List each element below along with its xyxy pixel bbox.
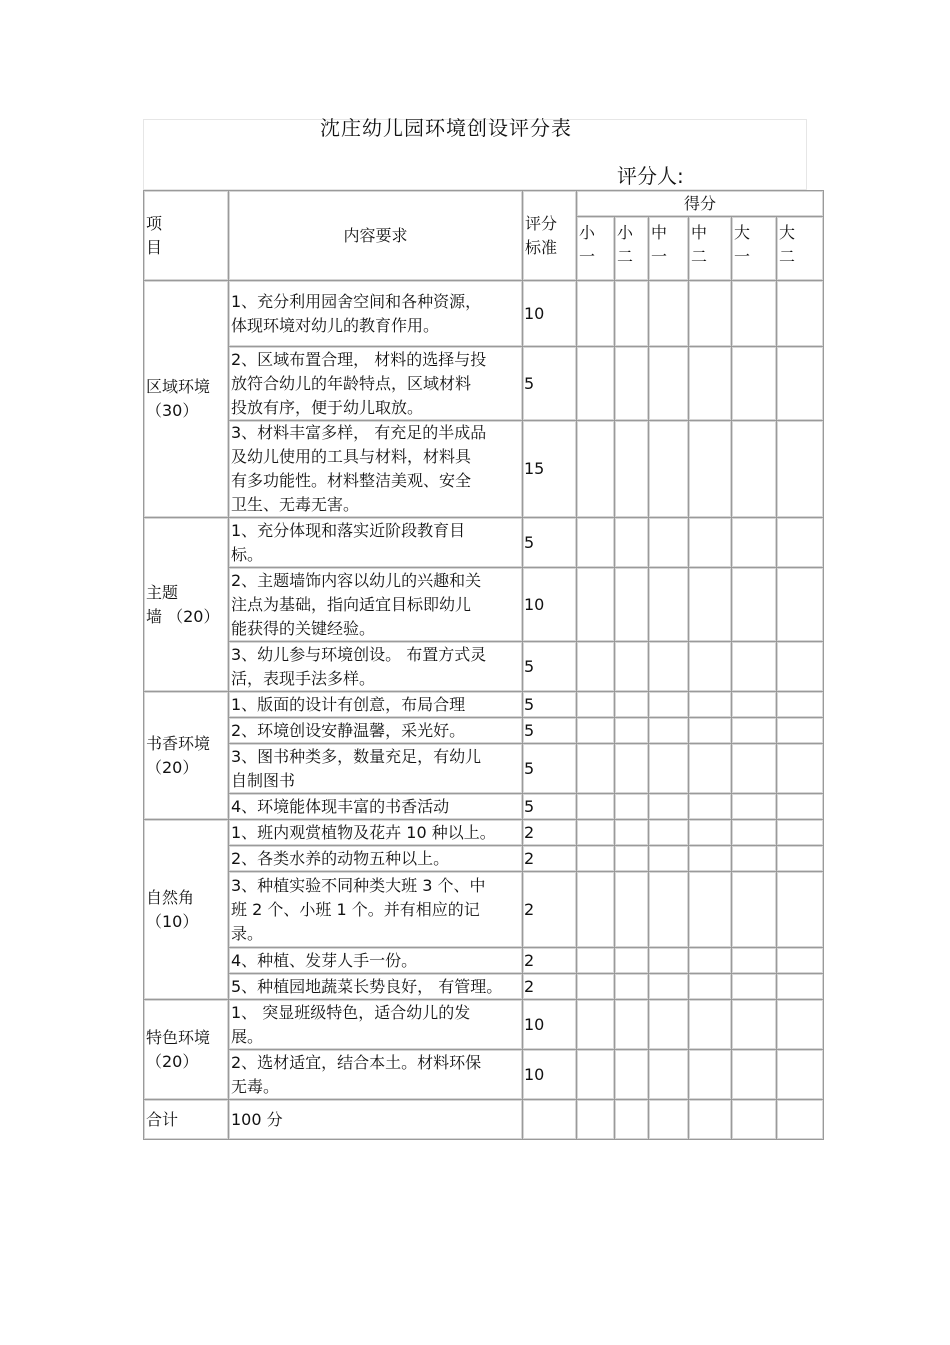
score-standard: 5 — [523, 347, 577, 421]
document-title: 沈庄幼儿园环境创设评分表 — [320, 116, 572, 140]
score-standard: 5 — [523, 642, 577, 692]
score-cell[interactable] — [732, 744, 777, 794]
score-cell[interactable] — [649, 718, 689, 744]
score-cell[interactable] — [732, 568, 777, 642]
score-cell[interactable] — [777, 347, 824, 421]
total-row — [144, 1100, 824, 1140]
score-cell[interactable] — [777, 568, 824, 642]
requirement-text: 1、 突显班级特色，适合幼儿的发 展。 — [229, 1000, 523, 1050]
requirement-text: 4、环境能体现丰富的书香活动 — [229, 794, 523, 820]
score-cell[interactable] — [615, 872, 649, 948]
section-name: 区域环境 （30） — [144, 281, 229, 518]
score-cell[interactable] — [649, 1050, 689, 1100]
score-cell[interactable] — [577, 1100, 615, 1140]
score-cell[interactable] — [615, 421, 649, 518]
total-standard-cell — [523, 1100, 577, 1140]
score-cell[interactable] — [649, 281, 689, 347]
score-standard: 10 — [523, 281, 577, 347]
total-label: 合计 — [144, 1100, 229, 1140]
score-cell[interactable] — [777, 872, 824, 948]
score-cell[interactable] — [732, 846, 777, 872]
score-cell[interactable] — [689, 1000, 732, 1050]
score-cell[interactable] — [615, 974, 649, 1000]
score-cell[interactable] — [732, 794, 777, 820]
score-cell[interactable] — [689, 1100, 732, 1140]
score-standard: 2 — [523, 974, 577, 1000]
score-cell[interactable] — [732, 948, 777, 974]
score-cell[interactable] — [615, 948, 649, 974]
score-cell[interactable] — [777, 846, 824, 872]
score-cell[interactable] — [689, 820, 732, 846]
score-cell[interactable] — [615, 281, 649, 347]
score-cell[interactable] — [777, 718, 824, 744]
total-value: 100 分 — [229, 1100, 523, 1140]
score-cell[interactable] — [689, 692, 732, 718]
score-standard: 5 — [523, 744, 577, 794]
requirement-text: 1、班内观赏植物及花卉 10 种以上。 — [229, 820, 523, 846]
score-cell[interactable] — [689, 281, 732, 347]
score-cell[interactable] — [689, 794, 732, 820]
table-row — [144, 642, 824, 692]
score-cell[interactable] — [732, 872, 777, 948]
score-cell[interactable] — [615, 820, 649, 846]
header-class: 中 二 — [689, 217, 732, 281]
requirement-text: 2、各类水养的动物五种以上。 — [229, 846, 523, 872]
score-cell[interactable] — [577, 974, 615, 1000]
requirement-text: 4、种植、发芽人手一份。 — [229, 948, 523, 974]
score-cell[interactable] — [732, 518, 777, 568]
score-standard: 10 — [523, 1050, 577, 1100]
score-standard: 2 — [523, 872, 577, 948]
score-standard: 10 — [523, 1000, 577, 1050]
score-standard: 5 — [523, 718, 577, 744]
score-cell[interactable] — [577, 744, 615, 794]
score-cell[interactable] — [777, 820, 824, 846]
score-cell[interactable] — [777, 692, 824, 718]
section-name: 特色环境 （20） — [144, 1000, 229, 1100]
score-cell[interactable] — [615, 1000, 649, 1050]
score-cell[interactable] — [732, 642, 777, 692]
header-score: 得分 — [577, 191, 824, 217]
score-cell[interactable] — [577, 718, 615, 744]
score-cell[interactable] — [777, 518, 824, 568]
scorer-label: 评分人: — [617, 164, 684, 188]
requirement-text: 3、图书种类多，数量充足，有幼儿 自制图书 — [229, 744, 523, 794]
score-cell[interactable] — [615, 846, 649, 872]
table-row — [144, 1000, 824, 1050]
requirement-text: 1、版面的设计有创意，布局合理 — [229, 692, 523, 718]
table-row — [144, 518, 824, 568]
header-content: 内容要求 — [229, 191, 523, 281]
score-cell[interactable] — [777, 1100, 824, 1140]
score-standard: 2 — [523, 820, 577, 846]
requirement-text: 2、区域布置合理， 材料的选择与投 放符合幼儿的年龄特点，区域材料 投放有序，便于幼儿取放。 — [229, 347, 523, 421]
requirement-text: 2、主题墙饰内容以幼儿的兴趣和关 注点为基础，指向适宜目标即幼儿 能获得的关键经验。 — [229, 568, 523, 642]
requirement-text: 1、充分利用园舍空间和各种资源， 体现环境对幼儿的教育作用。 — [229, 281, 523, 347]
score-cell[interactable] — [649, 846, 689, 872]
section-name: 书香环境 （20） — [144, 692, 229, 820]
score-cell[interactable] — [689, 974, 732, 1000]
score-cell[interactable] — [732, 974, 777, 1000]
score-standard: 2 — [523, 948, 577, 974]
score-cell[interactable] — [732, 1050, 777, 1100]
score-standard: 2 — [523, 846, 577, 872]
requirement-text: 3、种植实验不同种类大班 3 个、中 班 2 个、小班 1 个。并有相应的记 录。 — [229, 872, 523, 948]
score-cell[interactable] — [777, 974, 824, 1000]
score-cell[interactable] — [615, 794, 649, 820]
score-cell[interactable] — [689, 948, 732, 974]
score-standard: 5 — [523, 518, 577, 568]
score-cell[interactable] — [649, 1100, 689, 1140]
score-cell[interactable] — [615, 718, 649, 744]
header-project: 项 目 — [144, 191, 229, 281]
requirement-text: 2、环境创设安静温馨，采光好。 — [229, 718, 523, 744]
score-cell[interactable] — [777, 948, 824, 974]
score-table — [143, 190, 824, 1140]
score-standard: 5 — [523, 794, 577, 820]
score-cell[interactable] — [732, 281, 777, 347]
table-row — [144, 692, 824, 718]
score-cell[interactable] — [649, 1000, 689, 1050]
header-standard: 评分 标准 — [523, 191, 577, 281]
score-cell[interactable] — [615, 1100, 649, 1140]
table-row — [144, 347, 824, 421]
section-name: 主题 墙 （20） — [144, 518, 229, 692]
score-cell[interactable] — [615, 642, 649, 692]
requirement-text: 3、材料丰富多样， 有充足的半成品 及幼儿使用的工具与材料，材料具 有多功能性。材料整洁美观、安全 卫生、无毒无害。 — [229, 421, 523, 518]
score-cell[interactable] — [615, 692, 649, 718]
score-cell[interactable] — [777, 794, 824, 820]
score-cell[interactable] — [577, 1000, 615, 1050]
requirement-text: 3、幼儿参与环境创设。 布置方式灵 活，表现手法多样。 — [229, 642, 523, 692]
table-row — [144, 281, 824, 347]
score-cell[interactable] — [615, 347, 649, 421]
score-cell[interactable] — [777, 1050, 824, 1100]
score-cell[interactable] — [689, 744, 732, 794]
score-cell[interactable] — [649, 642, 689, 692]
score-cell[interactable] — [649, 347, 689, 421]
score-cell[interactable] — [732, 1000, 777, 1050]
score-cell[interactable] — [689, 846, 732, 872]
score-cell[interactable] — [732, 421, 777, 518]
score-cell[interactable] — [649, 872, 689, 948]
score-cell[interactable] — [732, 718, 777, 744]
score-cell[interactable] — [577, 347, 615, 421]
score-cell[interactable] — [577, 948, 615, 974]
table-row — [144, 872, 824, 948]
score-cell[interactable] — [689, 642, 732, 692]
table-row — [144, 568, 824, 642]
score-standard: 5 — [523, 692, 577, 718]
table-row — [144, 1050, 824, 1100]
table-row — [144, 846, 824, 872]
score-cell[interactable] — [649, 692, 689, 718]
score-cell[interactable] — [649, 820, 689, 846]
score-standard: 15 — [523, 421, 577, 518]
score-cell[interactable] — [777, 281, 824, 347]
score-cell[interactable] — [577, 692, 615, 718]
header-class: 小 二 — [615, 217, 649, 281]
score-cell[interactable] — [732, 347, 777, 421]
table-row — [144, 948, 824, 974]
table-row — [144, 820, 824, 846]
score-cell[interactable] — [689, 718, 732, 744]
table-row — [144, 974, 824, 1000]
score-cell[interactable] — [615, 1050, 649, 1100]
score-cell[interactable] — [577, 872, 615, 948]
score-cell[interactable] — [689, 872, 732, 948]
score-cell[interactable] — [615, 744, 649, 794]
score-cell[interactable] — [689, 1050, 732, 1100]
section-name: 自然角 （10） — [144, 820, 229, 1000]
score-cell[interactable] — [689, 568, 732, 642]
score-cell[interactable] — [777, 642, 824, 692]
score-cell[interactable] — [689, 421, 732, 518]
score-cell[interactable] — [649, 568, 689, 642]
score-cell[interactable] — [649, 421, 689, 518]
requirement-text: 5、种植园地蔬菜长势良好， 有管理。 — [229, 974, 523, 1000]
score-cell[interactable] — [577, 820, 615, 846]
requirement-text: 1、充分体现和落实近阶段教育目 标。 — [229, 518, 523, 568]
score-cell[interactable] — [577, 794, 615, 820]
score-cell[interactable] — [649, 518, 689, 568]
score-cell[interactable] — [649, 794, 689, 820]
score-cell[interactable] — [732, 1100, 777, 1140]
score-cell[interactable] — [577, 421, 615, 518]
score-cell[interactable] — [732, 692, 777, 718]
score-cell[interactable] — [649, 974, 689, 1000]
score-cell[interactable] — [615, 568, 649, 642]
score-cell[interactable] — [577, 568, 615, 642]
table-row — [144, 718, 824, 744]
table-row — [144, 794, 824, 820]
score-cell[interactable] — [615, 518, 649, 568]
score-cell[interactable] — [577, 1050, 615, 1100]
score-standard: 10 — [523, 568, 577, 642]
score-cell[interactable] — [577, 642, 615, 692]
score-cell[interactable] — [689, 518, 732, 568]
score-cell[interactable] — [577, 518, 615, 568]
score-cell[interactable] — [689, 347, 732, 421]
header-class: 小 一 — [577, 217, 615, 281]
header-class: 大 一 — [732, 217, 777, 281]
score-cell[interactable] — [777, 744, 824, 794]
score-cell[interactable] — [732, 820, 777, 846]
header-class: 中 一 — [649, 217, 689, 281]
table-row — [144, 421, 824, 518]
score-cell[interactable] — [777, 1000, 824, 1050]
requirement-text: 2、选材适宜，结合本土。材料环保 无毒。 — [229, 1050, 523, 1100]
score-cell[interactable] — [649, 948, 689, 974]
header-class: 大 二 — [777, 217, 824, 281]
score-cell[interactable] — [649, 744, 689, 794]
score-cell[interactable] — [777, 421, 824, 518]
score-cell[interactable] — [577, 846, 615, 872]
header-row — [144, 191, 824, 217]
table-row — [144, 744, 824, 794]
score-cell[interactable] — [577, 281, 615, 347]
